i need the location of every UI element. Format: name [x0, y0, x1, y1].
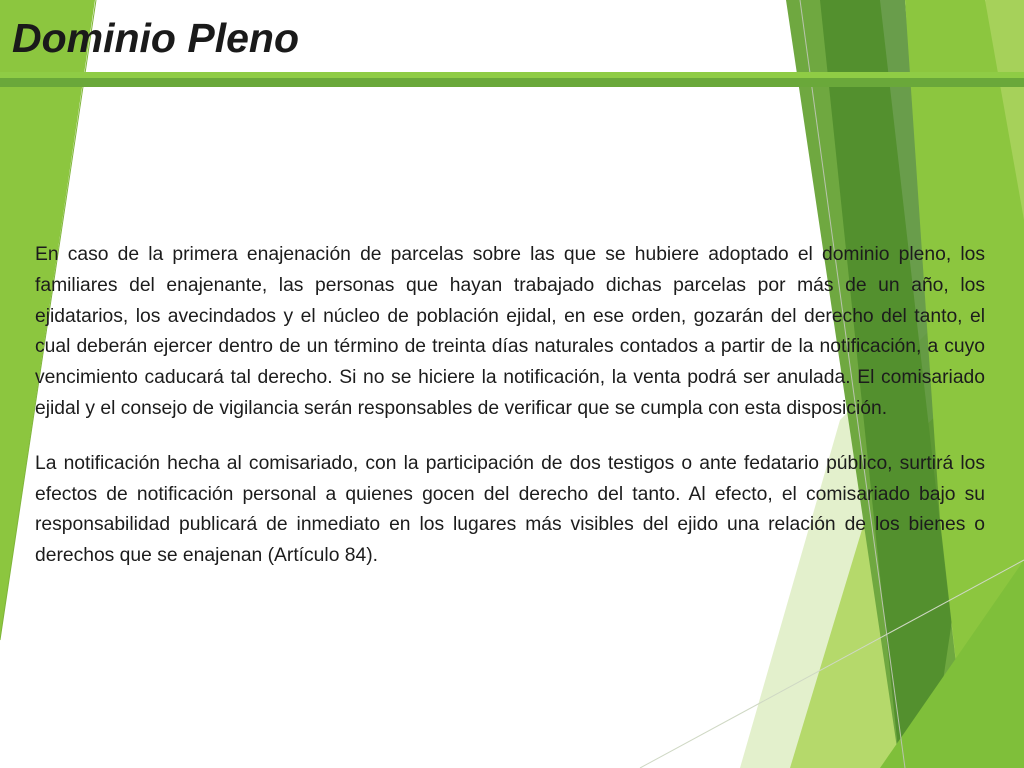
body-paragraph-2: La notificación hecha al comisariado, con la participación de dos testigos o ante fedatario público, surtirá los efectos de notificación personal a quienes gocen del derecho del tanto. Al efecto, el comisariado bajo su responsabilidad publicará de inmediato en los lugares más visibles del ejido una relación de los bienes o derechos que se enajenan (Artículo 84).	[35, 452, 985, 567]
slide-title: Dominio Pleno	[12, 15, 299, 61]
body-paragraph-1: En caso de la primera enajenación de parcelas sobre las que se hubiere adoptado el dominio pleno, los familiares del enajenante, las personas que hayan trabajado dichas parcelas por más de un año, los ejidatarios, los avecindados y el núcleo de población ejidal, en ese orden, gozarán del derecho del tanto, el cual deberán ejercer dentro de un término de treinta días naturales contados a partir de la notificación, a cuyo vencimiento caducará tal derecho. Si no se hiciere la notificación, la venta podrá ser anulada. El comisariado ejidal y el consejo de vigilancia serán responsables de verificar que se cumpla con esta disposición.	[35, 244, 985, 419]
slide-body	[35, 240, 985, 572]
title-underline-light	[0, 72, 1024, 78]
title-underline-bar	[0, 72, 1024, 87]
